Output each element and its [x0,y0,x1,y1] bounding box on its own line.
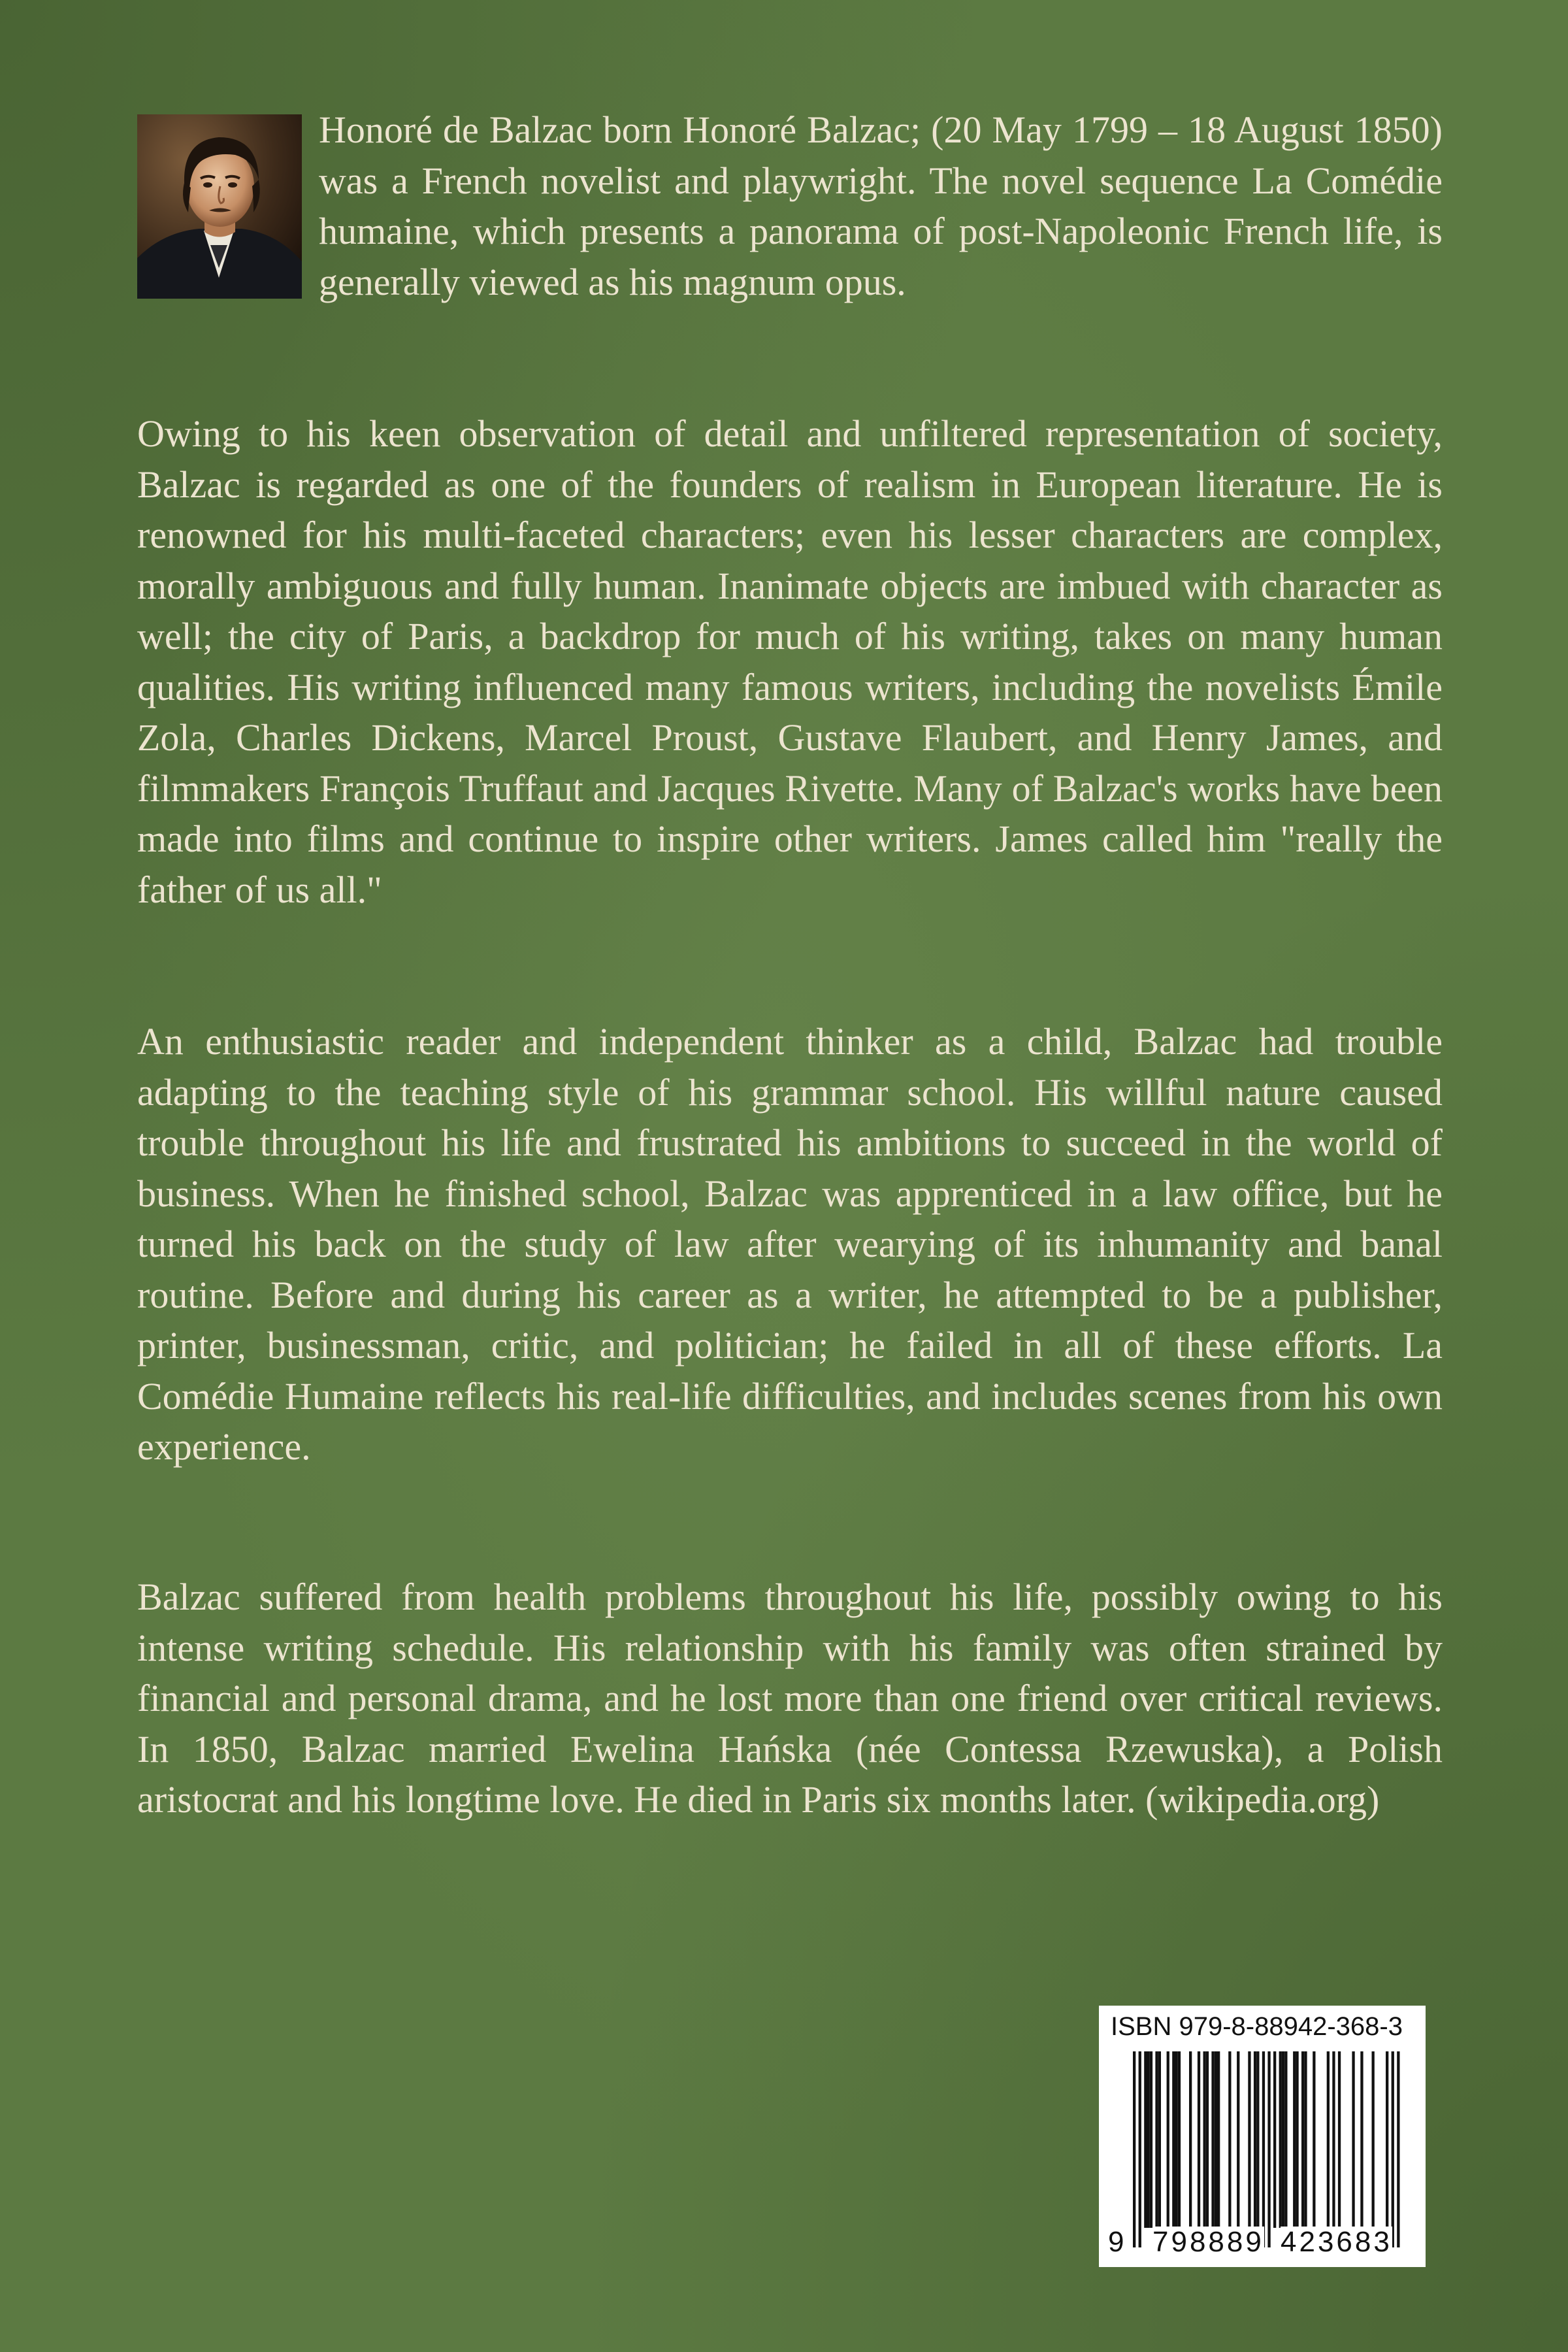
barcode-bar [1293,2051,1296,2228]
barcode-bar [1397,2051,1399,2247]
barcode-bar [1203,2051,1206,2228]
barcode-bar [1313,2051,1315,2228]
bio-paragraph-realism: Owing to his keen observation of detail and unfiltered representation of society, Balzac is regarded as one of the founders of realism in European literature. He is renowned for his multi-faceted characters; even his lesser characters are complex, morally ambiguous and fully human. Inanimate objects are imbued with character as well; the city of Paris, a backdrop for much of his writing, takes on many human qualities. His writing influenced many famous writers, including the novelists Émile Zola, Charles Dickens, Marcel Proust, Gustave Flaubert, and Henry James, and filmmakers François Truffaut and Jacques Rivette. Many of Balzac's works have been made into films and continue to inspire other writers. James called him "really the father of us all." [137,412,1443,911]
isbn-label: ISBN 979-8-88942-368-3 [1111,2012,1403,2041]
barcode-bar [1386,2051,1388,2228]
barcode-bar [1175,2051,1178,2228]
bio-paragraph-intro-text: Honoré de Balzac born Honoré Balzac; (20 May 1799 – 18 August 1850) was a French novelist and playwright. The novel sequence La Comédie humaine, which presents a panorama of post-Napoleonic French life, is generally viewed as his magnum opus. [319,108,1443,303]
bio-paragraph-youth: An enthusiastic reader and independent thinker as a child, Balzac had trouble adapting to the teaching style of his grammar school. His willful nature caused trouble throughout his life and frustrated his ambitions to succeed in the world of business. When he finished school, Balzac was apprenticed in a law office, but he turned his back on the study of law after wearying of its inhumanity and banal routine. Before and during his career as a writer, he attempted to be a publisher, printer, businessman, critic, and politician; he failed in all of these efforts. La Comédie Humaine reflects his real-life difficulties, and includes scenes from his own experience. [137,1020,1443,1468]
barcode-bar [1206,2051,1209,2228]
barcode-bar [1155,2051,1158,2228]
barcode-bar [1228,2051,1231,2228]
barcode-bar [1332,2051,1335,2228]
barcode-bar [1167,2051,1169,2228]
barcode-bar [1327,2051,1330,2228]
barcode-bar [1178,2051,1181,2228]
barcode-bar [1237,2051,1239,2228]
barcode-digits-right: 423683 [1281,2226,1392,2258]
barcode-bar [1254,2051,1256,2228]
author-portrait [137,114,302,299]
barcode-digits-left: 798889 [1152,2226,1264,2258]
barcode-bar [1211,2051,1214,2228]
barcode-bar [1338,2051,1341,2228]
bio-paragraph-later-life: Balzac suffered from health problems throughout his life, possibly owing to his intense writing schedule. His relationship with his family was often strained by financial and personal drama, and he lost more than one friend over critical reviews. In 1850, Balzac married Ewelina Hańska (née Contessa Rzewuska), a Polish aristocrat and his longtime love. He died in Paris six months later. (wikipedia.org) [137,1576,1443,1821]
barcode-bar [1279,2051,1282,2228]
barcode-bar [1189,2051,1192,2228]
barcode-bar [1262,2051,1265,2247]
barcode-bar [1172,2051,1175,2228]
barcode-bar [1144,2051,1147,2228]
bio-paragraph-intro [137,105,1443,307]
barcode-bar [1256,2051,1259,2228]
barcode-bar [1133,2051,1135,2247]
barcode-bar [1215,2051,1217,2228]
barcode-bar [1158,2051,1161,2228]
barcode-bar [1284,2051,1287,2228]
barcode-bar [1273,2051,1276,2228]
barcode-bar [1150,2051,1152,2228]
barcode-bar [1198,2051,1200,2228]
isbn-barcode [1099,2006,1426,2267]
barcode-bar [1304,2051,1307,2228]
barcode-digit-first: 9 [1108,2226,1124,2258]
barcode-bar [1248,2051,1250,2228]
barcode-bar [1301,2051,1304,2228]
barcode-bar [1392,2051,1394,2247]
barcode-bar [1217,2051,1220,2228]
barcode-bar [1139,2051,1141,2247]
barcode-bar [1267,2051,1270,2247]
barcode-bar [1282,2051,1284,2228]
barcode-bar [1360,2051,1363,2228]
barcode-bar [1352,2051,1354,2228]
barcode-bar [1372,2051,1375,2228]
barcode-bar [1296,2051,1298,2228]
barcode-bar [1147,2051,1150,2228]
